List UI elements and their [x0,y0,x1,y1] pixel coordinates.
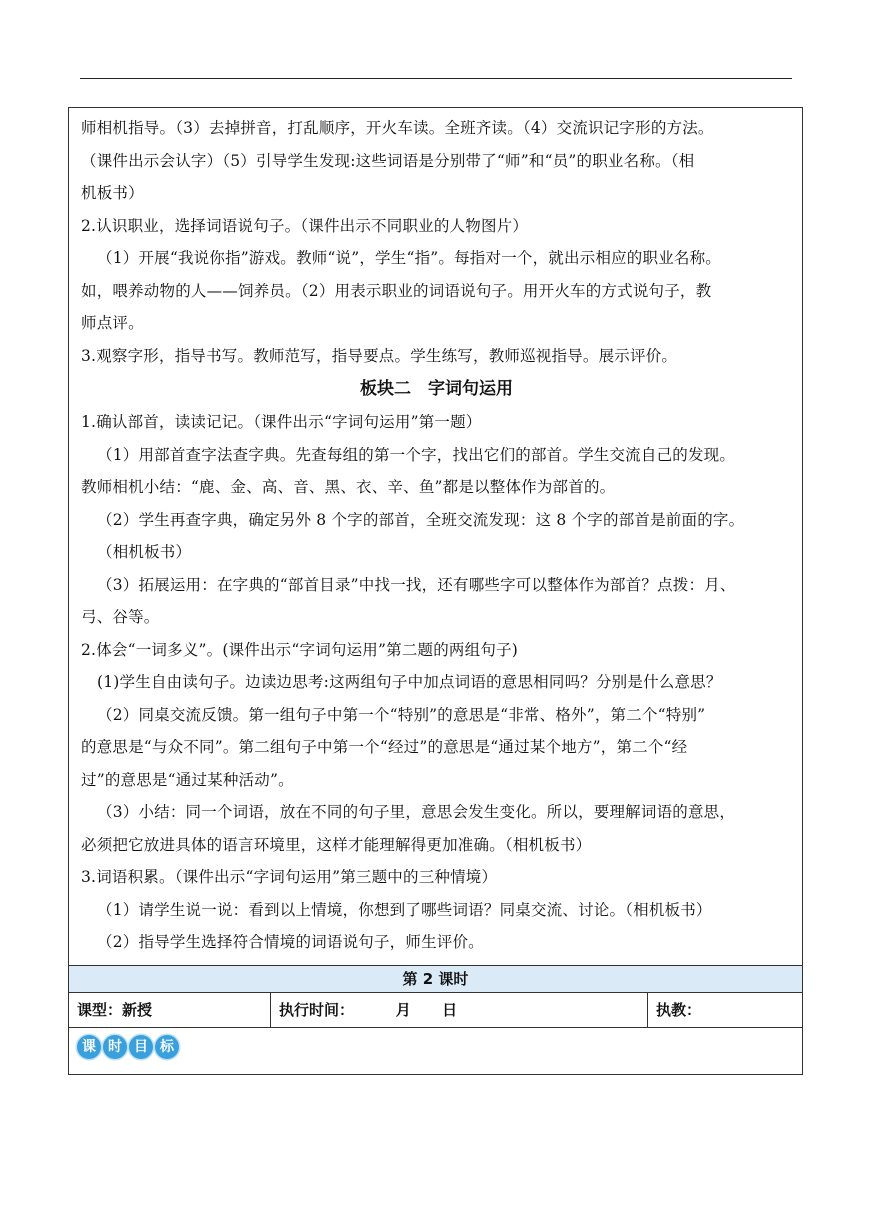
step-heading: 3.观察字形，指导书写。教师范写，指导要点。学生练写，教师巡视指导。展示评价。 [81,346,678,365]
badge-char: 目 [129,1035,153,1059]
text-line: 教师相机小结：“鹿、金、高、音、黑、衣、辛、鱼”都是以整体作为部首的。 [81,478,616,496]
section-title: 板块二 字词句运用 [360,379,513,399]
step-heading: 3.词语积累。（课件出示“字词句运用”第三题中的三种情境） [81,868,498,886]
step-heading: 1.确认部首，读读记记。（课件出示“字词句运用”第一题） [81,413,482,431]
text-line: （3）拓展运用：在字典的“部首目录”中找一找，还有哪些字可以整体作为部首？点拨：月、 [97,575,736,594]
lesson-type-cell: 课型：新授 [69,993,271,1027]
text-line: （1）开展“我说你指”游戏。教师“说”，学生“指”。每指对一个，就出示相应的职业名称。 [97,249,722,267]
lesson-content [69,108,802,965]
lesson-plan-table [68,107,803,1075]
text-line: （3）小结：同一个词语，放在不同的句子里，意思会发生变化。所以，要理解词语的意思， [97,803,736,821]
badge-char: 课 [77,1035,101,1059]
text-line: 必须把它放进具体的语言环境里，这样才能理解得更加准确。（相机板书） [81,835,592,854]
lesson-info-row [69,993,802,1028]
text-line: （相机板书） [97,543,192,561]
teacher-cell: 执教： [656,1000,702,1019]
text-line: 师相机指导。（3）去掉拼音，打乱顺序，开火车读。全班齐读。（4）交流识记字形的方法。 [81,119,714,137]
execution-time-cell: 执行时间： 月 日 [271,993,648,1027]
lesson-period-band: 第 2 课时 [69,965,802,993]
text-line: 机板书） [81,184,144,202]
lesson-goal-row [69,1028,802,1074]
text-line: 的意思是“与众不同”。第二组句子中第一个“经过”的意思是“通过某个地方”，第二个“经 [81,738,688,756]
badge-char: 标 [155,1035,179,1059]
text-line: （1）请学生说一说：看到以上情境，你想到了哪些词语？同桌交流、讨论。（相机板书） [97,900,712,919]
text-line: 师点评。 [81,314,144,332]
header-rule [80,78,792,79]
lesson-goal-badge [77,1035,179,1059]
text-line: （1）用部首查字法查字典。先查每组的第一个字，找出它们的部首。学生交流自己的发现。 [97,445,736,464]
text-line: 弓、谷等。 [81,608,160,626]
step-heading: 2.体会“一词多义”。(课件出示“字词句运用”第二题的两组句子) [81,640,518,659]
text-line: 过”的意思是“通过某种活动”。 [81,770,294,789]
text-line: （2）同桌交流反馈。第一组句子中第一个“特别”的意思是“非常、格外”，第二个“特别” [97,705,706,724]
text-line: （2）学生再查字典，确定另外 8 个字的部首，全班交流发现：这 8 个字的部首是前面的字。 [97,510,745,529]
text-line: (1)学生自由读句子。边读边思考:这两组句子中加点词语的意思相同吗？分别是什么意思？ [97,673,722,691]
text-line: 如，喂养动物的人——饲养员。（2）用表示职业的词语说句子。用开火车的方式说句子，教 [81,281,712,300]
text-line: （2）指导学生选择符合情境的词语说句子，师生评价。 [97,933,484,951]
text-line: （课件出示会认字）（5）引导学生发现:这些词语是分别带了“师”和“员”的职业名称。（相 [81,151,695,170]
step-heading: 2.认识职业，选择词语说句子。（课件出示不同职业的人物图片） [81,216,529,235]
badge-char: 时 [103,1035,127,1059]
